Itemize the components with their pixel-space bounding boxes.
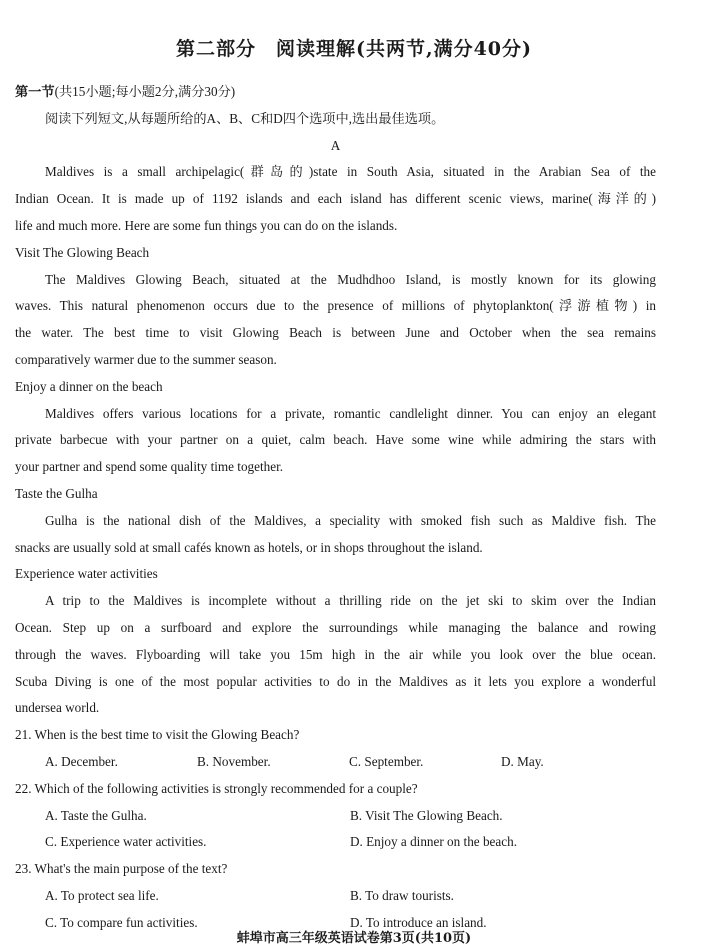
question-options: [15, 803, 656, 830]
option-b: B. To draw tourists.: [350, 887, 454, 903]
text-line: Scuba Diving is one of the most popular activities to do in the Maldives as it lets you explore a wonderful: [15, 673, 656, 689]
question-options: [15, 749, 656, 776]
question-22: [15, 776, 656, 856]
paragraph-gulha: [15, 508, 656, 562]
option-d: D. May.: [501, 753, 544, 769]
subheading-glowing-beach: Visit The Glowing Beach: [15, 244, 150, 260]
subheading-water-activities: Experience water activities: [15, 566, 158, 582]
option-a: A. Taste the Gulha.: [45, 807, 147, 823]
page-footer: 蚌埠市高三年级英语试卷第3页(共10页): [236, 931, 472, 946]
text-line: A trip to the Maldives is incomplete without a thrilling ride on the jet ski to skim over the Indian: [45, 593, 656, 609]
section-heading-label: 第一节: [15, 84, 55, 99]
text-line: the water. The best time to visit Glowing Beach is between June and October when the sea remains: [15, 325, 656, 341]
subheading-dinner: Enjoy a dinner on the beach: [15, 378, 163, 394]
text-line: through the waves. Flyboarding will take you 15m high in the air while you look over the blue ocean.: [15, 646, 656, 662]
option-b: B. November.: [197, 753, 271, 769]
text-line: Maldives offers various locations for a private, romantic candlelight dinner. You can enjoy an elegant: [45, 405, 656, 421]
paragraph-water-activities: [15, 588, 656, 722]
option-d: D. Enjoy a dinner on the beach.: [350, 834, 517, 850]
option-a: A. December.: [45, 753, 118, 769]
text-line: private barbecue with your partner on a quiet, calm beach. Have some wine while admiring the stars with: [15, 432, 656, 448]
section-heading: [15, 79, 656, 106]
text-line: Ocean. Step up on a surfboard and explore the surroundings while managing the balance and rowing: [15, 619, 656, 635]
option-a: A. To protect sea life.: [45, 887, 159, 903]
paragraph-dinner: [15, 401, 656, 481]
question-21: [15, 722, 656, 776]
reading-section: [15, 79, 656, 937]
option-b: B. Visit The Glowing Beach.: [350, 807, 503, 823]
text-line: Indian Ocean. It is made up of 1192 islands and each island has different scenic views, marine(海洋的): [15, 191, 656, 207]
text-line: The Maldives Glowing Beach, situated at the Mudhdhoo Island, is mostly known for its glowing: [45, 271, 656, 287]
paragraph-glowing-beach: [15, 267, 656, 374]
option-d: D. To introduce an island.: [350, 914, 487, 930]
text-line: Maldives is a small archipelagic(群岛的)state in South Asia, situated in the Arabian Sea of the: [45, 164, 656, 180]
text-line: comparatively warmer due to the summer season.: [15, 351, 277, 367]
question-stem: 22. Which of the following activities is strongly recommended for a couple?: [15, 780, 418, 796]
text-line: your partner and spend some quality time together.: [15, 459, 284, 475]
question-23: [15, 856, 656, 936]
option-c: C. Experience water activities.: [45, 834, 207, 850]
option-c: C. September.: [349, 753, 424, 769]
question-stem: 23. What's the main purpose of the text?: [15, 861, 228, 877]
text-line: Gulha is the national dish of the Maldives, a speciality with smoked fish such as Maldive fish. The: [45, 512, 656, 528]
question-options: [15, 829, 656, 856]
passage-label: A: [330, 137, 341, 153]
section-instruction: 阅读下列短文,从每题所给的A、B、C和D四个选项中,选出最佳选项。: [45, 110, 445, 126]
text-line: waves. This natural phenomenon occurs due to the presence of millions of phytoplankton(浮游植物) in: [15, 298, 656, 314]
text-line: snacks are usually sold at small cafés known as hotels, or in shops throughout the island.: [15, 539, 483, 555]
text-line: undersea world.: [15, 700, 100, 716]
option-c: C. To compare fun activities.: [45, 914, 198, 930]
section-heading-detail: (共15小题;每小题2分,满分30分): [54, 84, 236, 99]
text-line: life and much more. Here are some fun things you can do on the islands.: [15, 217, 398, 233]
question-options: [15, 883, 656, 910]
part-title: 第二部分 阅读理解(共两节,满分40分): [175, 38, 533, 60]
subheading-gulha: Taste the Gulha: [15, 485, 98, 501]
question-stem: 21. When is the best time to visit the Glowing Beach?: [15, 727, 300, 743]
paragraph-intro: [15, 159, 656, 239]
